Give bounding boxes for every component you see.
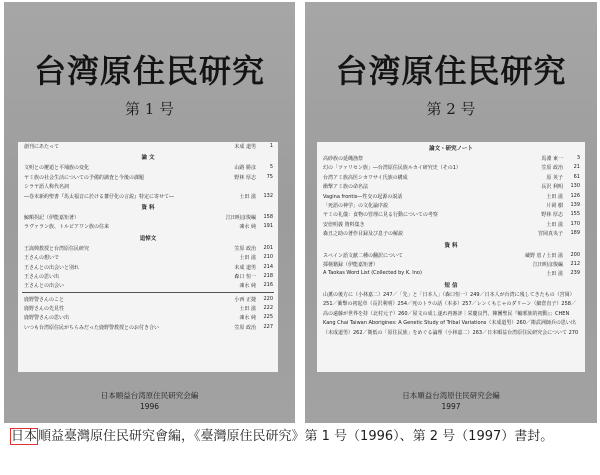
journal-cover-1 (4, 2, 295, 423)
toc-section-heading: 資 料 (141, 204, 155, 211)
toc-entry-page: 214 (263, 263, 273, 270)
toc-section-heading: 論文・研究ノート (429, 146, 473, 152)
toc-entry-title: 安倍明義 資料集き (323, 221, 365, 228)
toc-entry-title: シラヤ語人称代名詞 (24, 184, 70, 191)
table-of-contents (317, 142, 585, 372)
toc-entry-page: 5 (269, 164, 273, 171)
publisher: 日本順益台湾原住民研究会編 (100, 391, 199, 400)
toc-entry-title: 鯨額拐記（伊能嘉矩著） (24, 214, 80, 221)
toc-entry-title: 王さんとの出会いと別れ (24, 264, 80, 271)
toc-entry (18, 253, 278, 262)
toc-entry (317, 182, 585, 191)
toc-entry (317, 201, 585, 210)
toc-entry-page: 21 (573, 164, 580, 171)
toc-entry-author: 馬淵 東一 (541, 156, 563, 162)
toc-entry-title: Vagina frontis―性交の起源の説話 (323, 193, 403, 200)
toc-entry (18, 263, 278, 272)
toc-entry-author: 凍水 純 (239, 224, 256, 231)
toc-entry (18, 295, 278, 304)
toc-entry-title: ヤミの礼儀：食物の管理に見る行動についての考察 (323, 212, 438, 219)
toc-entry-title: 鹿野警さんの思い出 (24, 315, 70, 322)
toc-entry (18, 173, 278, 182)
toc-entry-author: 宮岡真央子 (537, 231, 563, 238)
toc-entry-title: 鹿野警さんのこと (24, 296, 65, 303)
cover-title: 台湾原住民研究 (335, 52, 567, 90)
toc-entry-title: 台湾アミ族高医シカワサイ氏族の構成 (323, 174, 408, 181)
toc-entry-title: 創刊にあたって (24, 144, 60, 150)
toc-entry-page: 189 (570, 230, 580, 237)
toc-entry-title: ラヴァラン族、トルビアワン族の住来 (24, 224, 109, 231)
table-of-contents (18, 142, 278, 372)
toc-entry-author: 土田 滋 (239, 193, 256, 200)
toc-entry-page: 3 (576, 155, 580, 161)
toc-entry-page: 218 (263, 272, 273, 279)
toc-entry-author: 笠原 政治 (541, 165, 563, 172)
toc-entry-author: 江田明彦復編 (532, 261, 563, 268)
toc-entry-page: 239 (570, 270, 580, 277)
toc-entry-title: A Taokas Word List (Collected by K. Ino) (323, 270, 422, 277)
toc-entry-author: 凍水 純 (239, 283, 256, 290)
toc-entry-title: 高砂族の延縄漁祭 (323, 156, 364, 162)
toc-entry-title: 採検籍録（伊能嘉矩著） (323, 261, 379, 268)
toc-entry-title: スペイン語文献二種の翻訳について (323, 252, 403, 259)
toc-entry (18, 244, 278, 253)
toc-entry-page: 155 (570, 211, 580, 218)
toc-entry-title: 「死語の神学」の文化論序説 (323, 202, 389, 209)
toc-entry-title: ―巻末新約聖書『馬太福音に於ける蕃仔化の言説』特定に寄せて― (24, 193, 175, 200)
toc-entry-author: 江田明彦復編 (225, 214, 256, 221)
toc-entry (18, 281, 278, 290)
toc-entry-title: 鹿野さんの先見性 (24, 306, 65, 313)
toc-entry-author: 笠原 政治 (234, 245, 256, 252)
toc-entry-author: 笠原 政治 (234, 324, 256, 331)
toc-entry-title: 森丑之助の著作目録及び息子の解説 (323, 231, 404, 238)
toc-entry (317, 210, 585, 219)
toc-entry-author: 野林 厚志 (234, 174, 256, 181)
toc-entry-page: 210 (263, 254, 273, 261)
toc-entry-page: 139 (570, 201, 580, 208)
toc-entry-page: 220 (263, 295, 273, 302)
toc-entry-page: 61 (573, 173, 580, 180)
toc-entry-page: 201 (263, 244, 273, 251)
toc-entry (18, 192, 278, 201)
toc-entry-author: 末成 道男 (234, 264, 256, 271)
toc-entry-page: 216 (263, 282, 273, 289)
journal-cover-2 (305, 2, 597, 423)
toc-entry-author: 山路 勝彦 (234, 165, 256, 172)
toc-entry-page: 212 (570, 260, 580, 267)
toc-entry-author: 野林 厚志 (541, 212, 563, 219)
toc-section-heading: 資 料 (444, 242, 458, 249)
toc-entry-page: 200 (570, 251, 580, 258)
toc-entry-page: 132 (263, 192, 273, 199)
toc-entry-page: 75 (266, 173, 273, 180)
toc-entry-page: 158 (263, 213, 273, 220)
toc-entry-author: 凍水 純 (239, 315, 256, 322)
toc-entry-page: 126 (570, 192, 580, 199)
toc-entry (18, 313, 278, 322)
toc-entry-author: 森口 恒一 (234, 273, 256, 280)
toc-entry-page: 191 (263, 223, 273, 230)
publication-year: 1997 (441, 402, 461, 411)
toc-entry-author: 土田 滋 (546, 221, 563, 228)
toc-entry-page: 222 (263, 305, 273, 312)
toc-entry (317, 229, 585, 238)
toc-entry (18, 304, 278, 313)
toc-entry-title: 王さんとの出会い (24, 283, 65, 290)
toc-entry (317, 154, 585, 163)
publisher: 日本順益台湾原住民研究会編 (402, 391, 500, 400)
toc-entry-author: 土田 滋 (546, 271, 563, 278)
toc-entry (18, 222, 278, 231)
toc-entry-page: 1 (269, 143, 273, 149)
toc-entry-author: 片岡 樹 (546, 202, 563, 209)
toc-entry-page: 130 (570, 183, 580, 190)
cover-issue-number: 第 2 号 (426, 100, 476, 118)
toc-entry (317, 269, 585, 278)
toc-entry-title: ヤミ族の社会生活についての予備的調査と今後の課題 (24, 174, 144, 181)
toc-entry-page: 227 (263, 323, 273, 330)
toc-entry (18, 323, 278, 332)
toc-entry (317, 220, 585, 229)
toc-entry-title: 衝撃アミ族の命名法 (323, 184, 369, 191)
toc-paragraph: 山薫の後方に（小林嘉二）247／「先」と「日本人」（森口恒一）249／日本人が台湾に残してきたもの（宮岡）251／衝撃の初起草（長沢利明）254／死のトラの話（本多）257／レンくもじゃのダリーン（細倉直子）258／高の遠藤が世界を持（北村元子）260／屋文の成し遂れ再審評｜栄慶良門、陳團聖民『輸邪族的初動』；CHEN Kang Chai Taiwan Aborigines: A Genetic Study of Tribal Variations（末成道男）260／衛武洲師兵の思い出（末成道男）262／衛低の「原住民族」をめぐる論理（小林嘉二）263／日本順益台湾原住民研究会について 270 (323, 291, 579, 336)
toc-entry-author: 原 英子 (546, 174, 563, 181)
toc-section-heading: 論 文 (141, 155, 155, 162)
toc-entry-page: 170 (570, 220, 580, 227)
toc-section-heading: 短 信 (444, 282, 458, 289)
toc-entry (317, 260, 585, 269)
toc-entry-title: いつも台湾原住民がちらみだった鹿野警教授とのお付き合い (24, 324, 160, 331)
toc-entry (317, 163, 585, 172)
toc-entry-author: 末成 道男 (234, 144, 256, 150)
toc-entry-title: 幻の「ツァリセン族」―台湾原住民族ルカイ研究史（その1） (323, 165, 461, 172)
toc-entry-author: 土田 滋 (239, 306, 256, 313)
image-caption (10, 427, 590, 446)
toc-entry-author: 土田 滋 (546, 193, 563, 200)
cover-title: 台湾原住民研究 (33, 52, 265, 90)
toc-entry (317, 173, 585, 182)
toc-entry-page: 225 (263, 314, 273, 321)
caption-text: 順益臺灣原住民研究會編，《臺灣原住民研究》第 1 号（1996）、第 2 号（1997）書封。 (38, 429, 554, 444)
toc-entry-title: 王さんの思い出 (24, 273, 60, 280)
toc-entry (317, 251, 585, 260)
cover-issue-number: 第 1 号 (124, 100, 175, 118)
toc-entry-author: 小西 正捷 (234, 296, 256, 303)
toc-entry (18, 163, 278, 172)
toc-entry-author: 蔵野 恵 / 土田 滋 (524, 252, 563, 259)
toc-entry (18, 272, 278, 281)
toc-entry (317, 192, 585, 201)
toc-divider (22, 292, 274, 293)
toc-entry-title: 王さんの想いで (24, 255, 60, 262)
toc-entry-title: 文明との邂逅と平埔族の変化 (24, 165, 90, 172)
toc-entry (18, 142, 278, 151)
toc-entry (18, 213, 278, 222)
toc-entry-author: 土田 滋 (239, 255, 256, 262)
toc-entry-author: 長沢 利明 (541, 184, 563, 191)
caption-highlight: 日本 (11, 429, 38, 444)
toc-entry-title: 王嵩興教授と台湾原住民研究 (24, 245, 90, 252)
toc-section-heading: 追悼文 (139, 235, 157, 242)
toc-entry (18, 182, 278, 191)
publication-year: 1996 (139, 402, 160, 411)
